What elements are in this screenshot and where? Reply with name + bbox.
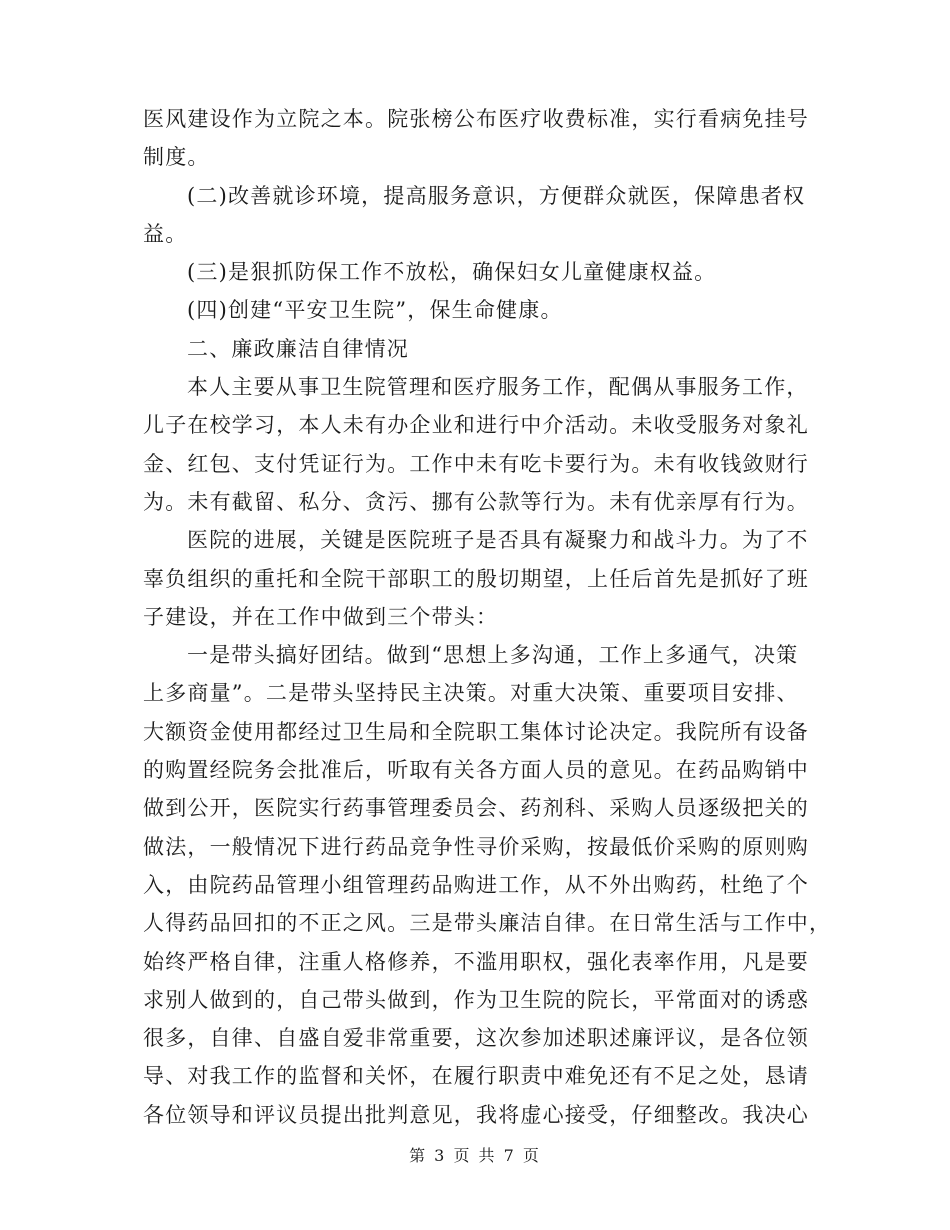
text-line: 大额资金使用都经过卫生局和全院职工集体讨论决定。我院所有设备 [143, 719, 809, 744]
text-line: 儿子在校学习，本人未有办企业和进行中介活动。未收受服务对象礼 [143, 413, 809, 438]
text-line: 求别人做到的，自己带头做到，作为卫生院的院长，平常面对的诱惑 [143, 987, 809, 1012]
text-line: 做法，一般情况下进行药品竞争性寻价采购，按最低价采购的原则购 [143, 834, 809, 859]
text-line: 本人主要从事卫生院管理和医疗服务工作，配偶从事服务工作， [187, 375, 809, 400]
text-line: 导、对我工作的监督和关怀，在履行职责中难免还有不足之处，恳请 [143, 1064, 809, 1089]
text-line: 制度。 [143, 145, 210, 170]
body-text [143, 100, 832, 1134]
text-line: 上多商量”。二是带头坚持民主决策。对重大决策、重要项目安排、 [143, 681, 799, 706]
text-line: (二)改善就诊环境，提高服务意识，方便群众就医，保障患者权 [187, 183, 806, 208]
text-line: 金、红包、支付凭证行为。工作中未有吃卡要行为。未有收钱敛财行 [143, 451, 809, 476]
text-line: 的购置经院务会批准后，听取有关各方面人员的意见。在药品购销中 [143, 758, 809, 783]
text-line: 子建设，并在工作中做到三个带头： [143, 604, 499, 629]
text-line: (三)是狠抓防保工作不放松，确保妇女儿童健康权益。 [187, 260, 717, 285]
text-line: 为。未有截留、私分、贪污、挪有公款等行为。未有优亲厚有行为。 [143, 489, 809, 514]
text-line: (四)创建“平安卫生院”，保生命健康。 [187, 298, 563, 323]
section-heading: 二、廉政廉洁自律情况 [187, 336, 409, 361]
text-line: 一是带头搞好团结。做到“思想上多沟通，工作上多通气，决策 [187, 643, 799, 668]
text-line: 人得药品回扣的不正之风。三是带头廉洁自律。在日常生活与工作中， [143, 911, 832, 936]
text-line: 很多，自律、自盛自爱非常重要，这次参加述职述廉评议，是各位领 [143, 1026, 809, 1051]
text-line: 入，由院药品管理小组管理药品购进工作，从不外出购药，杜绝了个 [143, 872, 809, 897]
text-line: 益。 [143, 221, 188, 246]
text-line: 各位领导和评议员提出批判意见，我将虚心接受，仔细整改。我决心 [143, 1102, 809, 1127]
text-line: 始终严格自律，注重人格修养，不滥用职权，强化表率作用，凡是要 [143, 949, 809, 974]
text-line: 辜负组织的重托和全院干部职工的殷切期望，上任后首先是抓好了班 [143, 566, 809, 591]
text-line: 医院的进展，关键是医院班子是否具有凝聚力和战斗力。为了不 [187, 528, 809, 553]
page-number-footer: 第 3 页 共 7 页 [409, 1146, 541, 1165]
text-line: 医风建设作为立院之本。院张榜公布医疗收费标准，实行看病免挂号 [143, 107, 809, 131]
text-line: 做到公开，医院实行药事管理委员会、药剂科、采购人员逐级把关的 [143, 796, 809, 821]
